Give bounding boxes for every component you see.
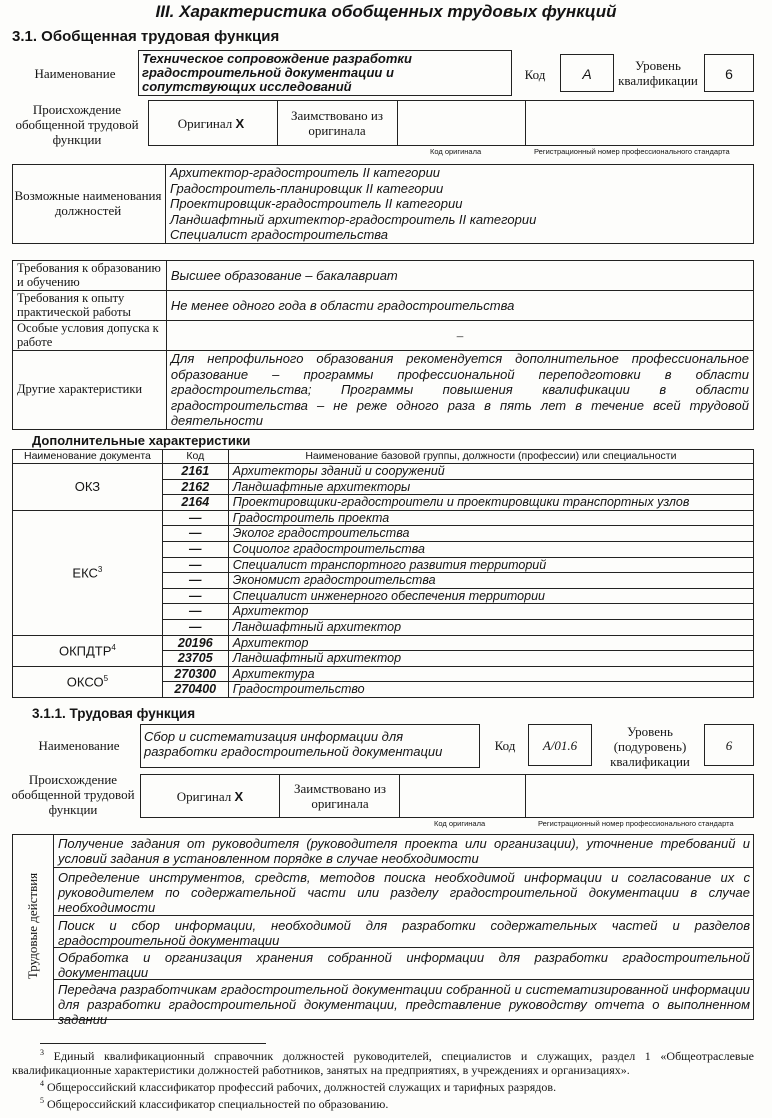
doc-code: 20196 <box>162 635 228 651</box>
doc-position-name: Ландшафтный архитектор <box>228 651 753 667</box>
doc-code: — <box>162 588 228 604</box>
additional-table <box>12 449 754 464</box>
doc-position-name: Специалист транспортного развития территорий <box>228 557 753 573</box>
tf-original: Оригинал X <box>176 789 244 804</box>
req-label: Требования к опыту практической работы <box>13 291 167 321</box>
requirements-table <box>12 260 754 430</box>
footnotes <box>12 1046 754 1111</box>
doc-code: 270300 <box>162 666 228 682</box>
req-value: Не менее одного года в области градостроительства <box>166 291 753 321</box>
doc-position-name: Ландшафтные архитекторы <box>228 479 753 495</box>
doc-position-name: Экономист градостроительства <box>228 573 753 589</box>
position-item: Градостроитель-планировщик II категории <box>170 180 444 196</box>
tf-name-value: Сбор и систематизация информации для разработки градостроительной документации <box>140 724 480 768</box>
footnote: $^3$ Единый квалификационный справочник должностей руководителей, специалистов и служащих, раздел 1 «Общеотраслевые квалификационные характеристики должностей работников, занятых на предприятиях, в учреждениях и организациях». <box>12 1048 754 1077</box>
doc-name: ОКСО$^5$ <box>13 666 163 697</box>
footnote: $^4$ Общероссийский классификатор профессий рабочих, должностей служащих и тарифных разрядов. <box>40 1079 557 1094</box>
action-item: Определение инструментов, средств, методов поиска необходимой информации и согласование их с руководителем по содержательной части или разделу градостроительной документации в случае необходимости <box>54 868 754 916</box>
doc-code: — <box>162 557 228 573</box>
actions-list <box>54 834 754 1028</box>
doc-code: 270400 <box>162 682 228 698</box>
gtf-code-label: Код <box>524 67 546 82</box>
gtf-reg-caption: Регистрационный номер профессионального стандарта <box>534 147 730 156</box>
col-header: Код <box>162 450 228 464</box>
actions-label: Трудовые действия <box>25 872 40 980</box>
page-title: III. Характеристика обобщенных трудовых функций <box>155 2 617 21</box>
gtf-origin-code-caption: Код оригинала <box>430 147 482 156</box>
tf-origin-code-caption: Код оригинала <box>434 819 486 828</box>
doc-name: ОКПДТР$^4$ <box>13 635 163 666</box>
req-label: Другие характеристики <box>13 351 167 430</box>
gtf-original: Оригинал X <box>177 116 245 131</box>
col-header: Наименование базовой группы, должности (профессии) или специальности <box>228 450 753 464</box>
doc-position-name: Эколог градостроительства <box>228 526 753 542</box>
doc-name: ЕКС$^3$ <box>13 510 163 635</box>
doc-position-name: Архитекторы зданий и сооружений <box>228 464 753 480</box>
gtf-name-label: Наименование <box>34 66 116 81</box>
req-label: Особые условия допуска к работе <box>13 321 167 351</box>
tf-code-value: А/01.6 <box>528 724 592 766</box>
doc-position-name: Проектировщики-градостроители и проектировщики транспортных узлов <box>228 495 753 511</box>
doc-code: 2161 <box>162 464 228 480</box>
tf-reg-caption: Регистрационный номер профессионального стандарта <box>538 819 734 828</box>
doc-code: 2164 <box>162 495 228 511</box>
doc-position-name: Архитектор <box>228 635 753 651</box>
additional-body <box>12 463 754 698</box>
tf-section-title: 3.1.1. Трудовая функция <box>32 706 196 721</box>
col-header: Наименование документа <box>13 450 163 464</box>
doc-position-name: Архитектор <box>228 604 753 620</box>
tf-level-value: 6 <box>704 724 754 766</box>
req-value: Высшее образование – бакалавриат <box>166 261 753 291</box>
section-title: 3.1. Обобщенная трудовая функция <box>12 28 280 45</box>
action-item: Обработка и организация хранения собранной информации для разработки градостроительной документации <box>54 948 754 980</box>
gtf-name-value: Техническое сопровождение разработки градостроительной документации и сопутствующих исследований <box>138 50 512 96</box>
additional-title: Дополнительные характеристики <box>32 433 251 448</box>
action-item: Получение задания от руководителя (руководителя проекта или организации), уточнение требований и условий задания в установленном порядке в случае необходимости <box>54 834 754 868</box>
footnote: $^5$ Общероссийский классификатор специальностей по образованию. <box>40 1096 389 1111</box>
action-item: Передача разработчикам градостроительной документации собранной и систематизированной информации для разработки градостроительной документации, представление руководству отчета о выполненном задании <box>58 982 750 1027</box>
doc-position-name: Ландшафтный архитектор <box>228 619 753 635</box>
req-value: Для непрофильного образования рекомендуется дополнительное профессиональное образование – программы профессиональной переподготовки в области градостроительства; Программы повышения квалификации в области градостроительства – не реже одного раза в пять лет в течение всей трудовой деятельности <box>166 351 753 430</box>
doc-code: 23705 <box>162 651 228 667</box>
doc-code: — <box>162 573 228 589</box>
action-item: Поиск и сбор информации, необходимой для разработки содержательных частей и разделов градостроительной документации <box>54 916 754 948</box>
tf-level-label: Уровень (подуровень) квалификации <box>610 724 690 769</box>
position-item: Архитектор-градостроитель II категории <box>170 165 441 180</box>
doc-code: — <box>162 510 228 526</box>
doc-code: 2162 <box>162 479 228 495</box>
positions-list <box>170 165 536 243</box>
doc-name: ОКЗ <box>13 464 163 511</box>
position-item: Проектировщик-градостроитель II категории <box>170 196 463 211</box>
doc-position-name: Архитектура <box>228 666 753 682</box>
position-item: Специалист градостроительства <box>170 227 389 242</box>
doc-code: — <box>162 604 228 620</box>
gtf-level-value: 6 <box>704 54 754 92</box>
tf-origin-label: Происхождение обобщенной трудовой функции <box>11 772 135 817</box>
tf-code-label: Код <box>494 738 516 753</box>
doc-position-name: Градостроитель проекта <box>228 510 753 526</box>
gtf-code-value: А <box>560 54 614 92</box>
tf-borrowed: Заимствовано из оригинала <box>293 781 386 811</box>
positions-label: Возможные наименования должностей <box>14 188 162 218</box>
gtf-level-label: Уровень квалификации <box>618 58 698 88</box>
position-item: Ландшафтный архитектор-градостроитель II категории <box>170 211 537 227</box>
doc-code: — <box>162 541 228 557</box>
doc-position-name: Специалист инженерного обеспечения территории <box>228 588 753 604</box>
doc-code: — <box>162 526 228 542</box>
req-label: Требования к образованию и обучению <box>13 261 167 291</box>
gtf-borrowed: Заимствовано из оригинала <box>290 108 383 138</box>
doc-code: — <box>162 619 228 635</box>
doc-position-name: Социолог градостроительства <box>228 541 753 557</box>
tf-name-label: Наименование <box>38 738 120 753</box>
req-value: – <box>166 321 753 351</box>
doc-position-name: Градостроительство <box>228 682 753 698</box>
gtf-origin-label: Происхождение обобщенной трудовой функции <box>15 102 139 147</box>
